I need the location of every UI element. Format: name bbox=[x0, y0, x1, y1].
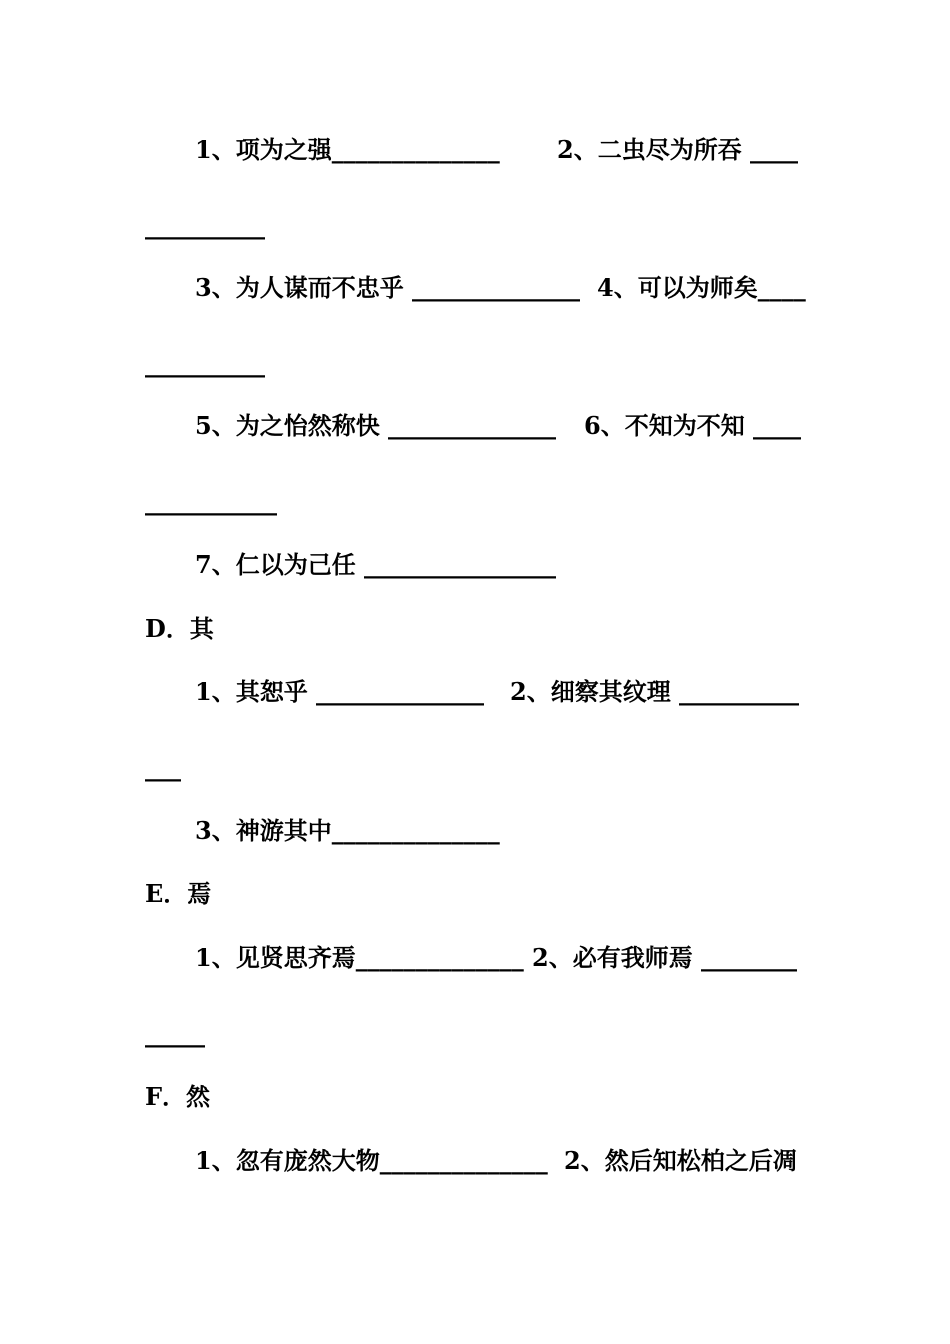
answer-blank-wrap bbox=[145, 488, 277, 516]
answer-blank: __________ bbox=[145, 211, 265, 240]
question-text: 1、其恕乎 ______________ bbox=[195, 677, 485, 706]
question-f1 bbox=[195, 1147, 548, 1175]
section-heading: D．其 bbox=[145, 614, 214, 643]
section-heading: E．焉 bbox=[145, 879, 212, 908]
question-c3 bbox=[195, 274, 580, 302]
question-text: 1、忽有庞然大物______________ bbox=[195, 1146, 548, 1175]
question-e2 bbox=[532, 944, 797, 972]
answer-blank-wrap bbox=[145, 1020, 205, 1048]
answer-blank-wrap bbox=[145, 212, 265, 240]
question-c2 bbox=[557, 136, 798, 164]
question-d1 bbox=[195, 678, 484, 706]
question-text: 2、二虫尽为所吞 ____ bbox=[557, 135, 799, 164]
question-text: 6、不知为不知 ____ bbox=[584, 411, 802, 440]
question-c7 bbox=[195, 551, 556, 579]
question-text: 4、可以为师矣____ bbox=[597, 273, 806, 302]
question-c1 bbox=[195, 136, 500, 164]
question-c6 bbox=[584, 412, 801, 440]
question-text: 3、为人谋而不忠乎 ______________ bbox=[195, 273, 581, 302]
section-heading-d bbox=[145, 615, 214, 643]
question-text: 2、然后知松柏之后凋 bbox=[564, 1146, 797, 1175]
question-text: 7、仁以为己任 ________________ bbox=[195, 550, 557, 579]
section-heading-e bbox=[145, 880, 211, 908]
answer-blank: __________ bbox=[145, 349, 265, 378]
answer-blank: ___________ bbox=[145, 487, 277, 516]
question-text: 1、项为之强______________ bbox=[195, 135, 500, 164]
section-heading-f bbox=[145, 1083, 210, 1111]
question-f2 bbox=[564, 1147, 797, 1175]
question-text: 2、细察其纹理 __________ bbox=[510, 677, 800, 706]
question-text: 2、必有我师焉 ________ bbox=[532, 943, 798, 972]
question-d2 bbox=[510, 678, 799, 706]
answer-blank: _____ bbox=[145, 1019, 205, 1048]
answer-blank-wrap bbox=[145, 350, 265, 378]
answer-blank: ___ bbox=[145, 753, 181, 782]
question-d3 bbox=[195, 817, 500, 845]
answer-blank-wrap bbox=[145, 754, 181, 782]
question-text: 1、见贤思齐焉______________ bbox=[195, 943, 524, 972]
question-c4 bbox=[597, 274, 806, 302]
question-c5 bbox=[195, 412, 556, 440]
question-e1 bbox=[195, 944, 524, 972]
question-text: 3、神游其中______________ bbox=[195, 816, 500, 845]
question-text: 5、为之怡然称快 ______________ bbox=[195, 411, 557, 440]
section-heading: F．然 bbox=[145, 1082, 211, 1111]
